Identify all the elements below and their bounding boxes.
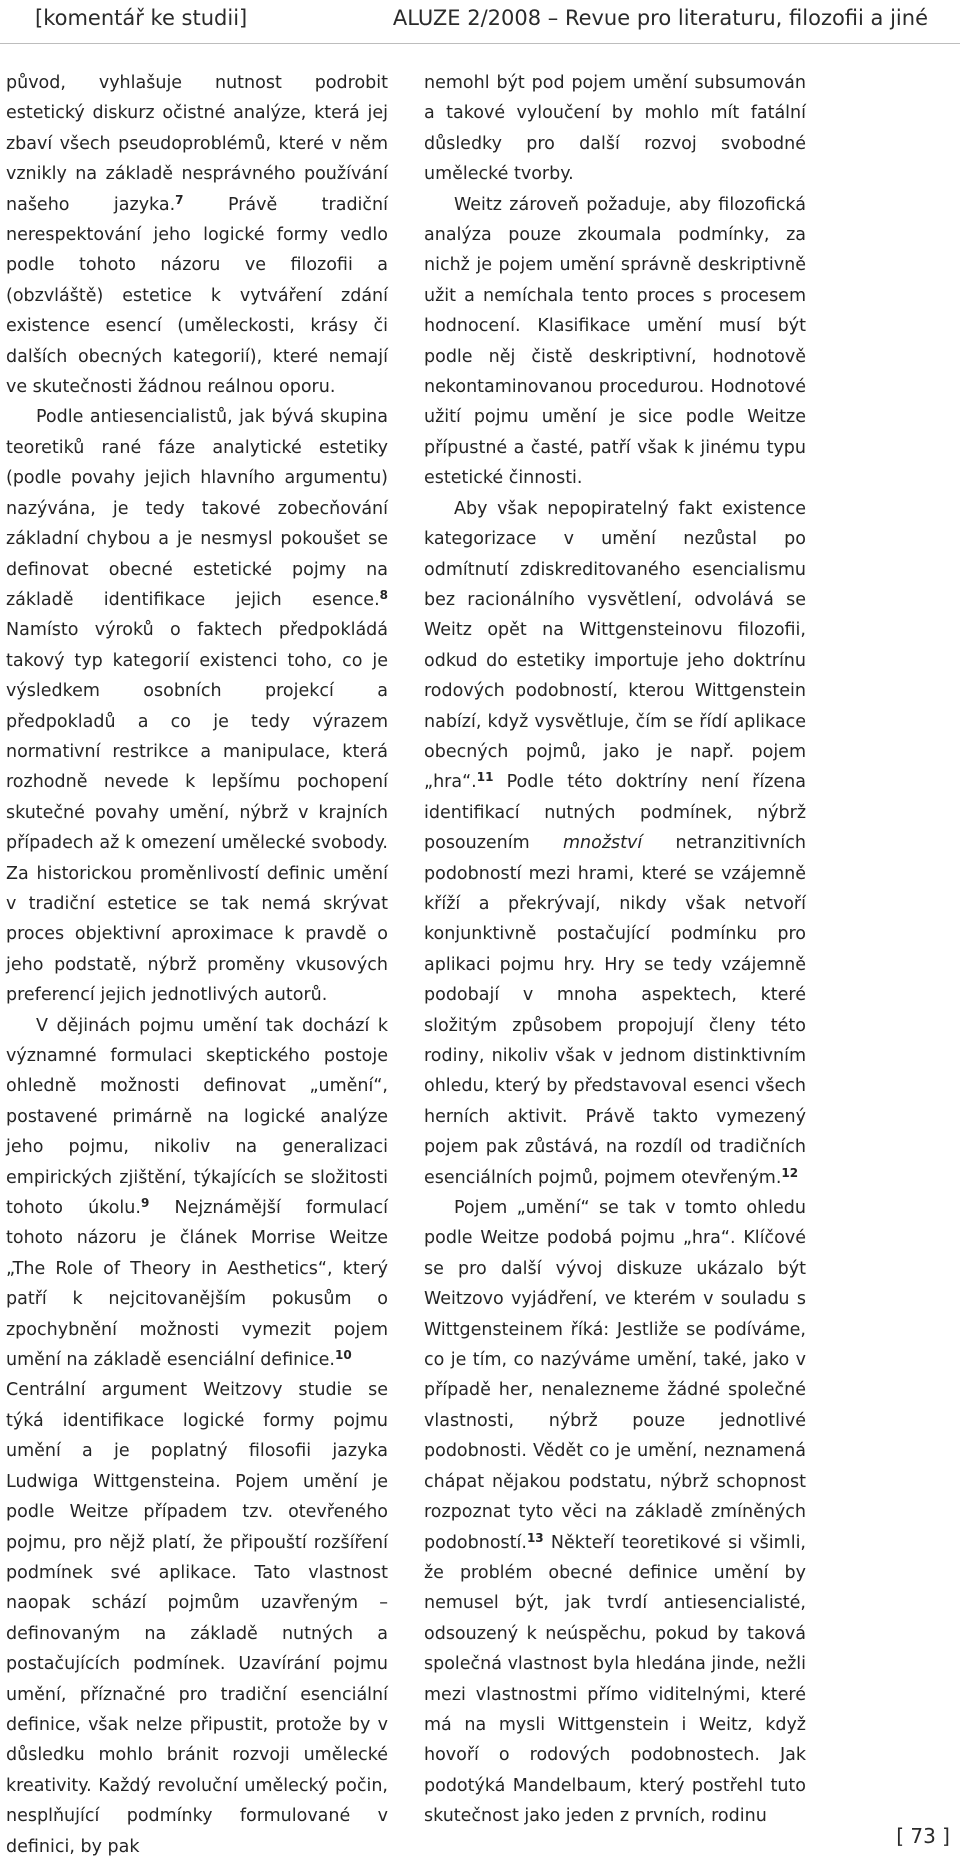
footnote-ref[interactable]: 12 <box>781 1165 799 1180</box>
paragraph: Centrální argument Weitzovy studie se týká identifikace logické formy pojmu umění a je poplatný filosofii jazyka Ludwiga Wittgensteina. Pojem umění je podle Weitze případem tzv. otevřeného pojmu, pro nějž platí, že připouští rozšíření podmínek své aplikace. Tato vlastnost naopak schází pojmům uzavřeným – definovaným na základě nutných a postačujících podmínek. Uzavírání pojmu umění, příznačné pro tradiční esenciální definice, však nelze připustit, protože by v důsledku mohlo bránit rozvoji umělecké kreativity. Každý revoluční umělecký počin, nesplňující podmínky formulované v definici, by pak <box>6 1380 388 1857</box>
section-label: [komentář ke studii] <box>35 6 248 30</box>
footnote-ref[interactable]: 11 <box>476 770 494 785</box>
page-number: [ 73 ] <box>896 1824 950 1848</box>
footnote-ref[interactable]: 13 <box>526 1530 544 1545</box>
paragraph: V dějinách pojmu umění tak dochází k významné formulaci skeptického postoje ohledně možnosti definovat „umění“, postavené primárně na logické analýze jeho pojmu, nikoliv na generalizaci empirických zjištění, týkajících se složitosti tohoto úkolu.$^9$ Nejznámější formulací tohoto názoru je článek Morrise Weitze „The Role of Theory in Aesthetics“, který patří k nejcitovanějším pokusům o zpochybnění možnosti vymezit pojem umění na základě esenciální definice.$^{10}$ <box>6 1015 388 1371</box>
left-column <box>6 68 388 1862</box>
right-column <box>424 68 806 1832</box>
footnote-ref[interactable]: 8 <box>379 587 388 602</box>
paragraph: původ, vyhlašuje nutnost podrobit estetický diskurz očistné analýze, která jej zbaví všech pseudoproblémů, které v něm vznikly na základě nesprávného používání našeho jazyka.$^7$ Právě tradiční nerespektování jeho logické formy vedlo podle tohoto názoru ve filozofii a (obzvláště) estetice k vytváření zdání existence esencí (uměleckosti, krásy či dalších obecných kategorií), které nemají ve skutečnosti žádnou reálnou oporu. <box>6 73 388 398</box>
paragraph: Podle antiesencialistů, jak bývá skupina teoretiků rané fáze analytické estetiky (podle povahy jejich hlavního argumentu) nazývána, je tedy takové zobecňování základní chybou a je nesmysl pokoušet se definovat obecné estetické pojmy na základě identifikace jejich esence.$^8$ Namísto výroků o faktech předpokládá takový typ kategorií existenci toho, co je výsledkem osobních projekcí a předpokladů a co je tedy výrazem normativní restrikce a manipulace, která rozhodně nevede k lepšímu pochopení skutečné povahy umění, nýbrž v krajních případech až k omezení umělecké svobody. Za historickou proměnlivostí definic umění v tradiční estetice se tak nemá skrývat proces objektivní aproximace k pravdě o jeho podstatě, nýbrž proměny vkusových preferencí jejich jednotlivých autorů. <box>6 407 388 1006</box>
paragraph: nemohl být pod pojem umění subsumován a takové vyloučení by mohlo mít fatální důsledky pro další rozvoj svobodné umělecké tvorby. <box>424 73 806 185</box>
paragraph: Weitz zároveň požaduje, aby filozofická analýza pouze zkoumala podmínky, za nichž je pojem umění správně deskriptivně užit a nemíchala tento proces s procesem hodnocení. Klasifikace umění musí být podle něj čistě deskriptivní, hodnotově nekontaminovanou procedurou. Hodnotové užití pojmu umění je sice podle Weitze přípustné a časté, patří však k jinému typu estetické činnosti. <box>424 194 806 489</box>
footnote-ref[interactable]: 10 <box>335 1348 352 1363</box>
paragraph: Pojem „umění“ se tak v tomto ohledu podle Weitze podobá pojmu „hra“. Klíčové se pro další vývoj diskuze ukázalo být Weitzovo vyjádření, ve kterém v souladu s Wittgensteinem říká: Jestliže se podíváme, co je tím, co nazýváme umění, také, jako v případě her, nenalezneme žádné společné vlastnosti, nýbrž pouze jednotlivé podobnosti. Vědět co je umění, neznamená chápat nějakou podstatu, nýbrž schopnost rozpoznat tyto věci na základě zmíněných podobností.$^{13}$ Někteří teoretikové si všimli, že problém obecné definice umění by nemusel být, jak tvrdí antiesencialisté, odsouzený k neúspěchu, pokud by taková společná vlastnost byla hledána jinde, nežli mezi vlastnostmi přímo viditelnými, které má na mysli Wittgenstein i Weitz, když hovoří o rodových podobnostech. Jak podotýká Mandelbaum, který postřehl tuto skutečnost jako jeden z prvních, rodinu <box>424 1198 806 1827</box>
emphasis: množství <box>562 833 643 854</box>
journal-title: ALUZE 2/2008 – Revue pro literaturu, filozofii a jiné <box>392 6 928 30</box>
page-header <box>0 0 960 50</box>
footnote-ref[interactable]: 9 <box>140 1196 150 1211</box>
header-divider <box>0 43 960 44</box>
footnote-ref[interactable]: 7 <box>175 192 184 207</box>
paragraph: Aby však nepopiratelný fakt existence kategorizace v umění nezůstal po odmítnutí zdiskreditovaného esencialismu bez racionálního vysvětlení, odvolává se Weitz opět na Wittgensteinovu filozofii, odkud do estetiky importuje jeho doktrínu rodových podobností, kterou Wittgenstein nabízí, když vysvětluje, čím se řídí aplikace obecných pojmů, jako je např. pojem „hra“.$^{11}$ Podle této doktríny není řízena identifikací nutných podmínek, nýbrž posouzením množství netranzitivních podobností mezi hrami, které se vzájemně kříží a překrývají, nikdy však netvoří konjunktivně postačující podmínku pro aplikaci pojmu hry. Hry se tedy vzájemně podobají v mnoha aspektech, které složitým způsobem propojují členy této rodiny, nikoliv však v jednom distinktivním ohledu, který by představoval esenci všech herních aktivit. Právě takto vymezený pojem pak zůstává, na rozdíl od tradičních esenciálních pojmů, pojmem otevřeným.$^{12}$ <box>424 498 807 1188</box>
